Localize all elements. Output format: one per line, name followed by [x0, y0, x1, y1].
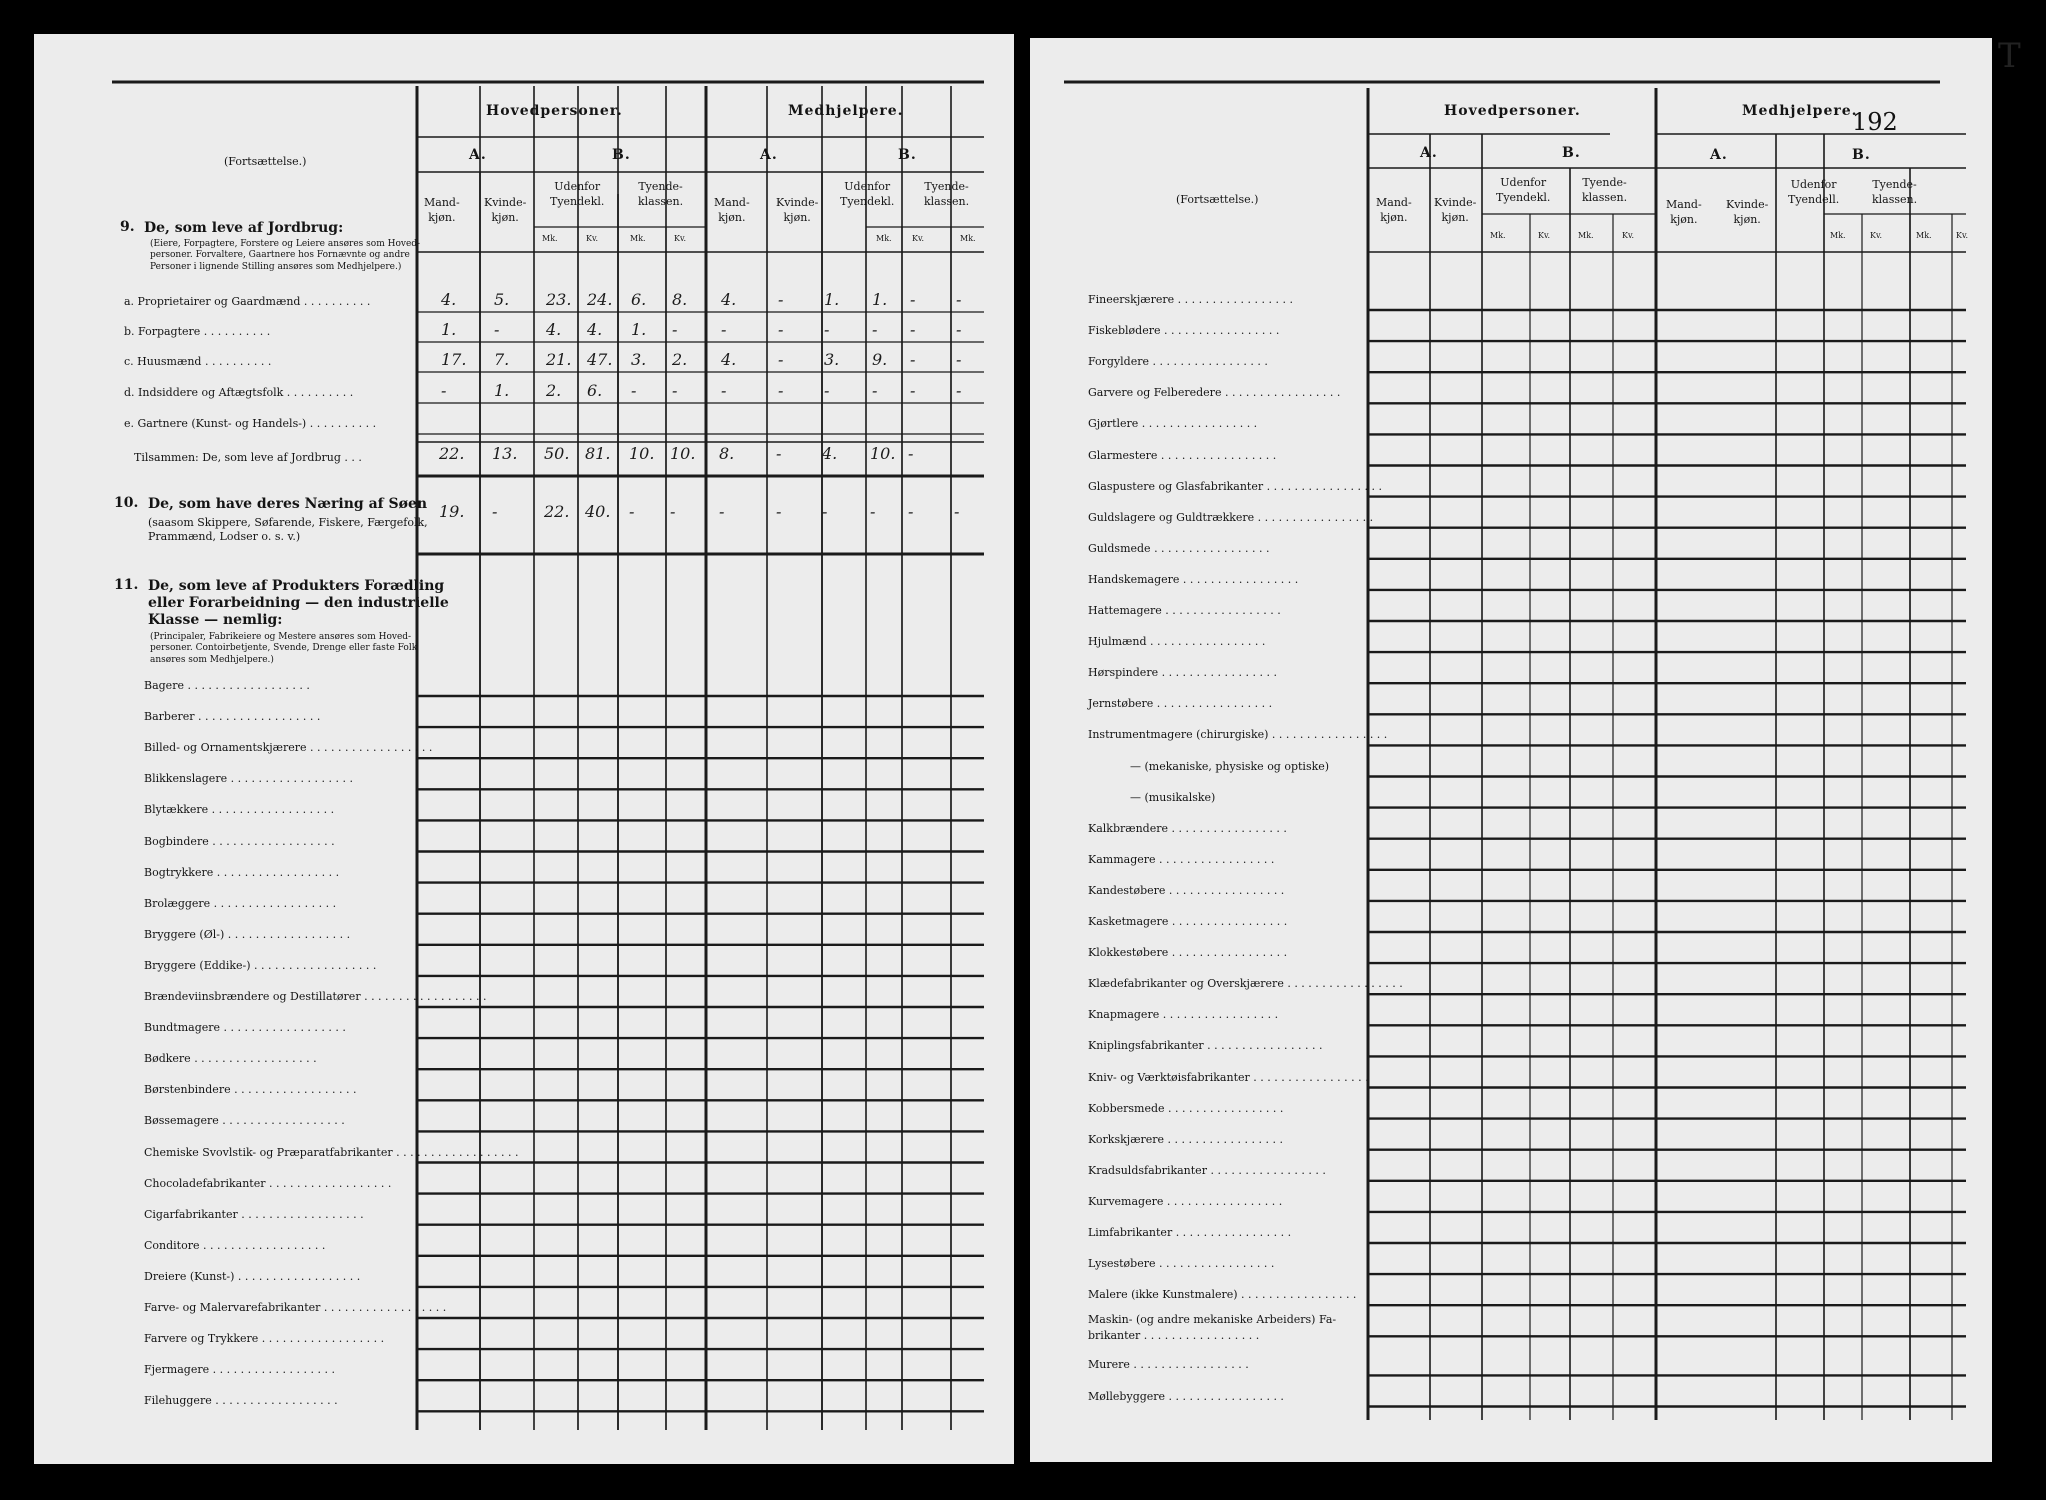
right-industry-row-label: Maskin- (og andre mekaniske Arbeiders) Fa- brikanter . . . . . . . . . . . . . . . . .	[1088, 1313, 1337, 1342]
right-subcol-kv-3: Kv.	[1622, 231, 1635, 240]
industry-row-label: Brændeviinsbrændere og Destillatører . . . . . . . . . . . . . . . . . .	[144, 990, 487, 1003]
section9-total-value: 10.	[670, 444, 696, 463]
section10-value: -	[870, 502, 876, 521]
col-tyende: Tyende- klassen.	[638, 180, 684, 208]
right-col-tyende: Tyende- klassen.	[1582, 176, 1628, 204]
industry-row-label: Blikkenslagere . . . . . . . . . . . . . . . . . .	[144, 772, 353, 786]
col-udenfor-2: Udenfor Tyendekl.	[840, 180, 895, 208]
section9-value: 23.	[546, 290, 572, 309]
section9-value: -	[778, 381, 784, 400]
right-industry-row-label: Korkskjærere . . . . . . . . . . . . . . . . .	[1088, 1132, 1283, 1146]
section9-value: 1.	[824, 290, 840, 309]
right-subcol-mk-6: Mk.	[1916, 231, 1932, 240]
right-industry-row-label: Kniplingsfabrikanter . . . . . . . . . . . . . . . . .	[1088, 1039, 1323, 1053]
industry-row-label: Bogbindere . . . . . . . . . . . . . . . . . .	[144, 834, 335, 848]
section11-title: De, som leve af Produkters Forædling eller Forarbeidning — den industrielle Klasse — nemlig:	[148, 578, 449, 628]
section10-value: -	[954, 502, 960, 521]
right-industry-row-label: Fineerskjærere . . . . . . . . . . . . . . . . .	[1088, 293, 1293, 306]
right-industry-row-label: — (mekaniske, physiske og optiske)	[1130, 759, 1330, 773]
industry-row-label: Bryggere (Eddike-) . . . . . . . . . . . . . . . . . .	[144, 958, 377, 972]
section9-row-label-3: d. Indsiddere og Aftægtsfolk . . . . . . . . . .	[124, 386, 354, 399]
section9-total-value: 13.	[492, 444, 518, 463]
right-subcol-kv-1: Kv.	[1538, 231, 1551, 240]
industry-row-label: Farvere og Trykkere . . . . . . . . . . . . . . . . . .	[144, 1332, 385, 1346]
right-industry-row-label: Jernstøbere . . . . . . . . . . . . . . . . .	[1088, 697, 1273, 711]
section9-value: -	[824, 381, 830, 400]
continuation-label: (Fortsættelse.)	[224, 155, 307, 168]
section9-value: 4.	[441, 290, 457, 309]
section11-number: 11.	[114, 577, 139, 593]
section9-value: 6.	[631, 290, 647, 309]
col-kvindekjon-2: Kvinde- kjøn.	[776, 196, 819, 224]
right-industry-row-label: Kobbersmede . . . . . . . . . . . . . . . . .	[1088, 1101, 1284, 1115]
section9-value: 4.	[546, 320, 562, 339]
section10-value: -	[629, 502, 635, 521]
subcol-mk-2: Mk.	[630, 234, 646, 243]
section9-value: -	[778, 350, 784, 369]
section9-total-value: -	[908, 444, 914, 463]
page-number: 192	[1852, 108, 1898, 136]
section9-value: 21.	[546, 350, 572, 369]
section9-value: 6.	[587, 381, 603, 400]
section9-value: -	[824, 320, 830, 339]
right-industry-row-label: Handskemagere . . . . . . . . . . . . . . . . .	[1088, 572, 1299, 586]
industry-row-label: Børstenbindere . . . . . . . . . . . . . . . . . .	[144, 1083, 357, 1097]
right-industry-row-label: Kalkbrændere . . . . . . . . . . . . . . . . .	[1088, 821, 1287, 835]
industry-row-label: Bagere . . . . . . . . . . . . . . . . . .	[144, 679, 310, 692]
right-industry-row-label: Kammagere . . . . . . . . . . . . . . . . .	[1088, 852, 1275, 866]
right-industry-row-label: Gjørtlere . . . . . . . . . . . . . . . . .	[1088, 417, 1258, 431]
right-header-hovedpersoner: Hovedpersoner.	[1444, 103, 1581, 119]
industry-row-label: Bødkere . . . . . . . . . . . . . . . . . .	[144, 1052, 317, 1066]
industry-row-label: Dreiere (Kunst-) . . . . . . . . . . . . . . . . . .	[144, 1269, 361, 1283]
industry-row-label: Bogtrykkere . . . . . . . . . . . . . . . . . .	[144, 865, 340, 879]
subcol-mk-0: Mk.	[542, 234, 558, 243]
section10-value: 19.	[439, 502, 465, 521]
section9-value: -	[872, 381, 878, 400]
section9-value: 1.	[872, 290, 888, 309]
section9-row-label-4: e. Gartnere (Kunst- og Handels-) . . . . . . . . . .	[124, 417, 377, 430]
right-continuation-label: (Fortsættelse.)	[1176, 193, 1259, 206]
right-industry-row-label: Kasketmagere . . . . . . . . . . . . . . . . .	[1088, 915, 1288, 928]
industry-row-label: Bøssemagere . . . . . . . . . . . . . . . . . .	[144, 1114, 345, 1128]
right-industry-row-label: Glaspustere og Glasfabrikanter . . . . . . . . . . . . . . . . .	[1088, 479, 1382, 493]
header-hovedpersoner: Hovedpersoner.	[486, 103, 623, 119]
section9-row-label-1: b. Forpagtere . . . . . . . . . .	[124, 325, 271, 338]
right-subcol-mk-2: Mk.	[1578, 231, 1594, 240]
industry-row-label: Fjermagere . . . . . . . . . . . . . . . . . .	[144, 1363, 335, 1377]
right-industry-row-label: Garvere og Felberedere . . . . . . . . . . . . . . . . .	[1088, 386, 1341, 400]
right-industry-row-label: Kradsuldsfabrikanter . . . . . . . . . . . . . . . . .	[1088, 1163, 1326, 1177]
right-col-kvindekjon-2: Kvinde- kjøn.	[1726, 198, 1769, 226]
right-col-mandkjon: Mand- kjøn.	[1376, 196, 1412, 224]
right-industry-row-label: Fiskeblødere . . . . . . . . . . . . . . . . .	[1088, 324, 1280, 338]
right-subcol-kv-7: Kv.	[1956, 231, 1969, 240]
right-col-a-2: A.	[1710, 147, 1728, 163]
right-industry-row-label: Hattemagere . . . . . . . . . . . . . . . . .	[1088, 604, 1281, 617]
section9-value: 7.	[494, 350, 510, 369]
section9-total-value: 50.	[544, 444, 570, 463]
right-industry-row-label: Knapmagere . . . . . . . . . . . . . . . . .	[1088, 1008, 1279, 1022]
right-industry-row-label: Malere (ikke Kunstmalere) . . . . . . . . . . . . . . . . .	[1088, 1288, 1357, 1302]
right-col-b-2: B.	[1852, 147, 1871, 163]
section9-value: -	[494, 320, 500, 339]
section10-value: 40.	[585, 502, 611, 521]
section9-total-value: 10.	[870, 444, 896, 463]
right-industry-row-label: Kandestøbere . . . . . . . . . . . . . . . . .	[1088, 883, 1285, 897]
section9-value: -	[441, 381, 447, 400]
form-grid-lines	[1030, 38, 1992, 1462]
section10-value: -	[776, 502, 782, 521]
section10-value: -	[719, 502, 725, 521]
subcol-kv-5: Kv.	[912, 234, 925, 243]
industry-row-label: Billed- og Ornamentskjærere . . . . . . . . . . . . . . . . . .	[144, 741, 433, 755]
col-a-label: A.	[469, 147, 487, 163]
corner-mark: T	[1998, 36, 2021, 76]
section9-value: 24.	[587, 290, 613, 309]
section9-value: 9.	[872, 350, 888, 369]
section9-value: -	[910, 350, 916, 369]
section10-subtitle: (saasom Skippere, Søfarende, Fiskere, Færgefolk, Prammænd, Lodser o. s. v.)	[148, 516, 428, 543]
section9-value: 3.	[631, 350, 647, 369]
right-industry-row-label: Kurvemagere . . . . . . . . . . . . . . . . .	[1088, 1194, 1283, 1208]
right-industry-row-label: Hjulmænd . . . . . . . . . . . . . . . . .	[1088, 635, 1266, 649]
right-subcol-mk-4: Mk.	[1830, 231, 1846, 240]
section11-note: (Principaler, Fabrikeiere og Mestere ansøres som Hoved- personer. Contoirbetjente, Svende, Drenge eller faste Folk ansøres som Medhjelpere.)	[150, 632, 418, 665]
right-col-mandkjon-2: Mand- kjøn.	[1666, 198, 1702, 226]
subcol-mk-4: Mk.	[876, 234, 892, 243]
right-industry-row-label: Kniv- og Værktøisfabrikanter . . . . . . . . . . . . . . . . .	[1088, 1070, 1369, 1084]
section9-total-label: Tilsammen: De, som leve af Jordbrug . . .	[134, 451, 362, 464]
section9-value: 4.	[721, 350, 737, 369]
col-b-label-2: B.	[898, 147, 917, 163]
right-industry-row-label: Klædefabrikanter og Overskjærere . . . . . . . . . . . . . . . . .	[1088, 977, 1403, 991]
section10-title: De, som have deres Næring af Søen	[148, 496, 428, 512]
section9-value: -	[956, 350, 962, 369]
section9-value: 4.	[721, 290, 737, 309]
section9-value: -	[956, 290, 962, 309]
section9-value: 5.	[494, 290, 510, 309]
industry-row-label: Filehuggere . . . . . . . . . . . . . . . . . .	[144, 1394, 338, 1408]
section9-value: 1.	[494, 381, 510, 400]
industry-row-label: Brolæggere . . . . . . . . . . . . . . . . . .	[144, 896, 337, 910]
section9-value: -	[721, 320, 727, 339]
right-col-udenfor: Udenfor Tyendekl.	[1496, 176, 1551, 204]
industry-row-label: Conditore . . . . . . . . . . . . . . . . . .	[144, 1238, 326, 1252]
section9-title: De, som leve af Jordbrug:	[144, 220, 344, 236]
right-industry-row-label: Møllebyggere . . . . . . . . . . . . . . . . .	[1088, 1389, 1284, 1403]
section9-value: 1.	[441, 320, 457, 339]
industry-row-label: Chemiske Svovlstik- og Præparatfabrikanter . . . . . . . . . . . . . . . . . .	[144, 1145, 519, 1159]
section9-value: -	[956, 381, 962, 400]
industry-row-label: Cigarfabrikanter . . . . . . . . . . . . . . . . . .	[144, 1207, 364, 1221]
section9-row-label-2: c. Huusmænd . . . . . . . . . .	[124, 355, 272, 368]
section9-value: -	[910, 320, 916, 339]
section9-value: 1.	[631, 320, 647, 339]
right-industry-row-label: Forgyldere . . . . . . . . . . . . . . . . .	[1088, 355, 1268, 369]
section10-value: -	[492, 502, 498, 521]
left-page	[34, 34, 1014, 1464]
section9-value: 4.	[587, 320, 603, 339]
right-industry-row-label: Murere . . . . . . . . . . . . . . . . .	[1088, 1358, 1249, 1372]
section9-total-value: 10.	[629, 444, 655, 463]
section10-value: 22.	[544, 502, 570, 521]
section9-value: 17.	[441, 350, 467, 369]
right-industry-row-label: Guldsmede . . . . . . . . . . . . . . . . .	[1088, 541, 1270, 555]
section9-total-value: 8.	[719, 444, 735, 463]
industry-row-label: Chocoladefabrikanter . . . . . . . . . . . . . . . . . .	[144, 1176, 392, 1190]
section9-value: -	[672, 320, 678, 339]
section9-total-value: 22.	[439, 444, 465, 463]
section9-value: 2.	[546, 381, 562, 400]
right-industry-row-label: — (musikalske)	[1130, 790, 1216, 804]
section10-value: -	[822, 502, 828, 521]
section9-value: -	[721, 381, 727, 400]
section9-value: -	[910, 381, 916, 400]
section9-value: 3.	[824, 350, 840, 369]
industry-row-label: Farve- og Malervarefabrikanter . . . . . . . . . . . . . . . . . .	[144, 1301, 447, 1314]
section9-value: -	[631, 381, 637, 400]
section10-number: 10.	[114, 495, 139, 511]
section9-total-value: 4.	[822, 444, 838, 463]
industry-row-label: Blytækkere . . . . . . . . . . . . . . . . . .	[144, 803, 335, 817]
right-col-udenfor-2: Udenfor Tyendell.	[1788, 178, 1840, 206]
section9-total-value: 81.	[585, 444, 611, 463]
col-kvindekjon: Kvinde- kjøn.	[484, 196, 527, 224]
col-mandkjon-2: Mand- kjøn.	[714, 196, 750, 224]
right-col-tyende-2: Tyende- klassen.	[1872, 178, 1918, 206]
section9-value: -	[672, 381, 678, 400]
subcol-mk-6: Mk.	[960, 234, 976, 243]
section10-value: -	[670, 502, 676, 521]
right-industry-row-label: Lysestøbere . . . . . . . . . . . . . . . . .	[1088, 1257, 1275, 1271]
section9-note: (Eiere, Forpagtere, Forstere og Leiere ansøres som Hoved- personer. Forvaltere, Gaartnere hos Fornævnte og andre Personer i lignende Stilling ansøres som Medhjelpere.)	[150, 239, 421, 272]
right-industry-row-label: Guldslagere og Guldtrækkere . . . . . . . . . . . . . . . . .	[1088, 510, 1374, 524]
right-page	[1030, 38, 1992, 1462]
section9-value: -	[778, 320, 784, 339]
industry-row-label: Bundtmagere . . . . . . . . . . . . . . . . . .	[144, 1021, 346, 1035]
right-col-b: B.	[1562, 145, 1581, 161]
section9-value: -	[872, 320, 878, 339]
section9-value: 2.	[672, 350, 688, 369]
right-col-a: A.	[1420, 145, 1438, 161]
section9-total-value: -	[776, 444, 782, 463]
section9-value: -	[910, 290, 916, 309]
industry-row-label: Bryggere (Øl-) . . . . . . . . . . . . . . . . . .	[144, 927, 351, 941]
subcol-kv-3: Kv.	[674, 234, 687, 243]
col-b-label: B.	[612, 147, 631, 163]
right-industry-row-label: Hørspindere . . . . . . . . . . . . . . . . .	[1088, 666, 1277, 680]
col-a-label-2: A.	[760, 147, 778, 163]
right-industry-row-label: Klokkestøbere . . . . . . . . . . . . . . . . .	[1088, 946, 1288, 960]
industry-row-label: Barberer . . . . . . . . . . . . . . . . . .	[144, 710, 321, 724]
section9-number: 9.	[120, 219, 135, 235]
right-industry-row-label: Limfabrikanter . . . . . . . . . . . . . . . . .	[1088, 1226, 1292, 1239]
header-medhjelpere: Medhjelpere.	[788, 103, 904, 119]
section10-value: -	[908, 502, 914, 521]
right-header-medhjelpere: Medhjelpere.	[1742, 103, 1858, 119]
section9-value: -	[778, 290, 784, 309]
right-industry-row-label: Glarmestere . . . . . . . . . . . . . . . . .	[1088, 448, 1277, 462]
right-subcol-mk-0: Mk.	[1490, 231, 1506, 240]
col-udenfor: Udenfor Tyendekl.	[550, 180, 605, 208]
subcol-kv-1: Kv.	[586, 234, 599, 243]
section9-value: 47.	[587, 350, 613, 369]
section9-value: -	[956, 320, 962, 339]
col-tyende-2: Tyende- klassen.	[924, 180, 970, 208]
right-industry-row-label: Instrumentmagere (chirurgiske) . . . . . . . . . . . . . . . . .	[1088, 728, 1388, 742]
col-mandkjon: Mand- kjøn.	[424, 196, 460, 224]
section9-value: 8.	[672, 290, 688, 309]
right-col-kvindekjon: Kvinde- kjøn.	[1434, 196, 1477, 224]
section9-row-label-0: a. Proprietairer og Gaardmænd . . . . . . . . . .	[124, 295, 371, 308]
right-subcol-kv-5: Kv.	[1870, 231, 1883, 240]
